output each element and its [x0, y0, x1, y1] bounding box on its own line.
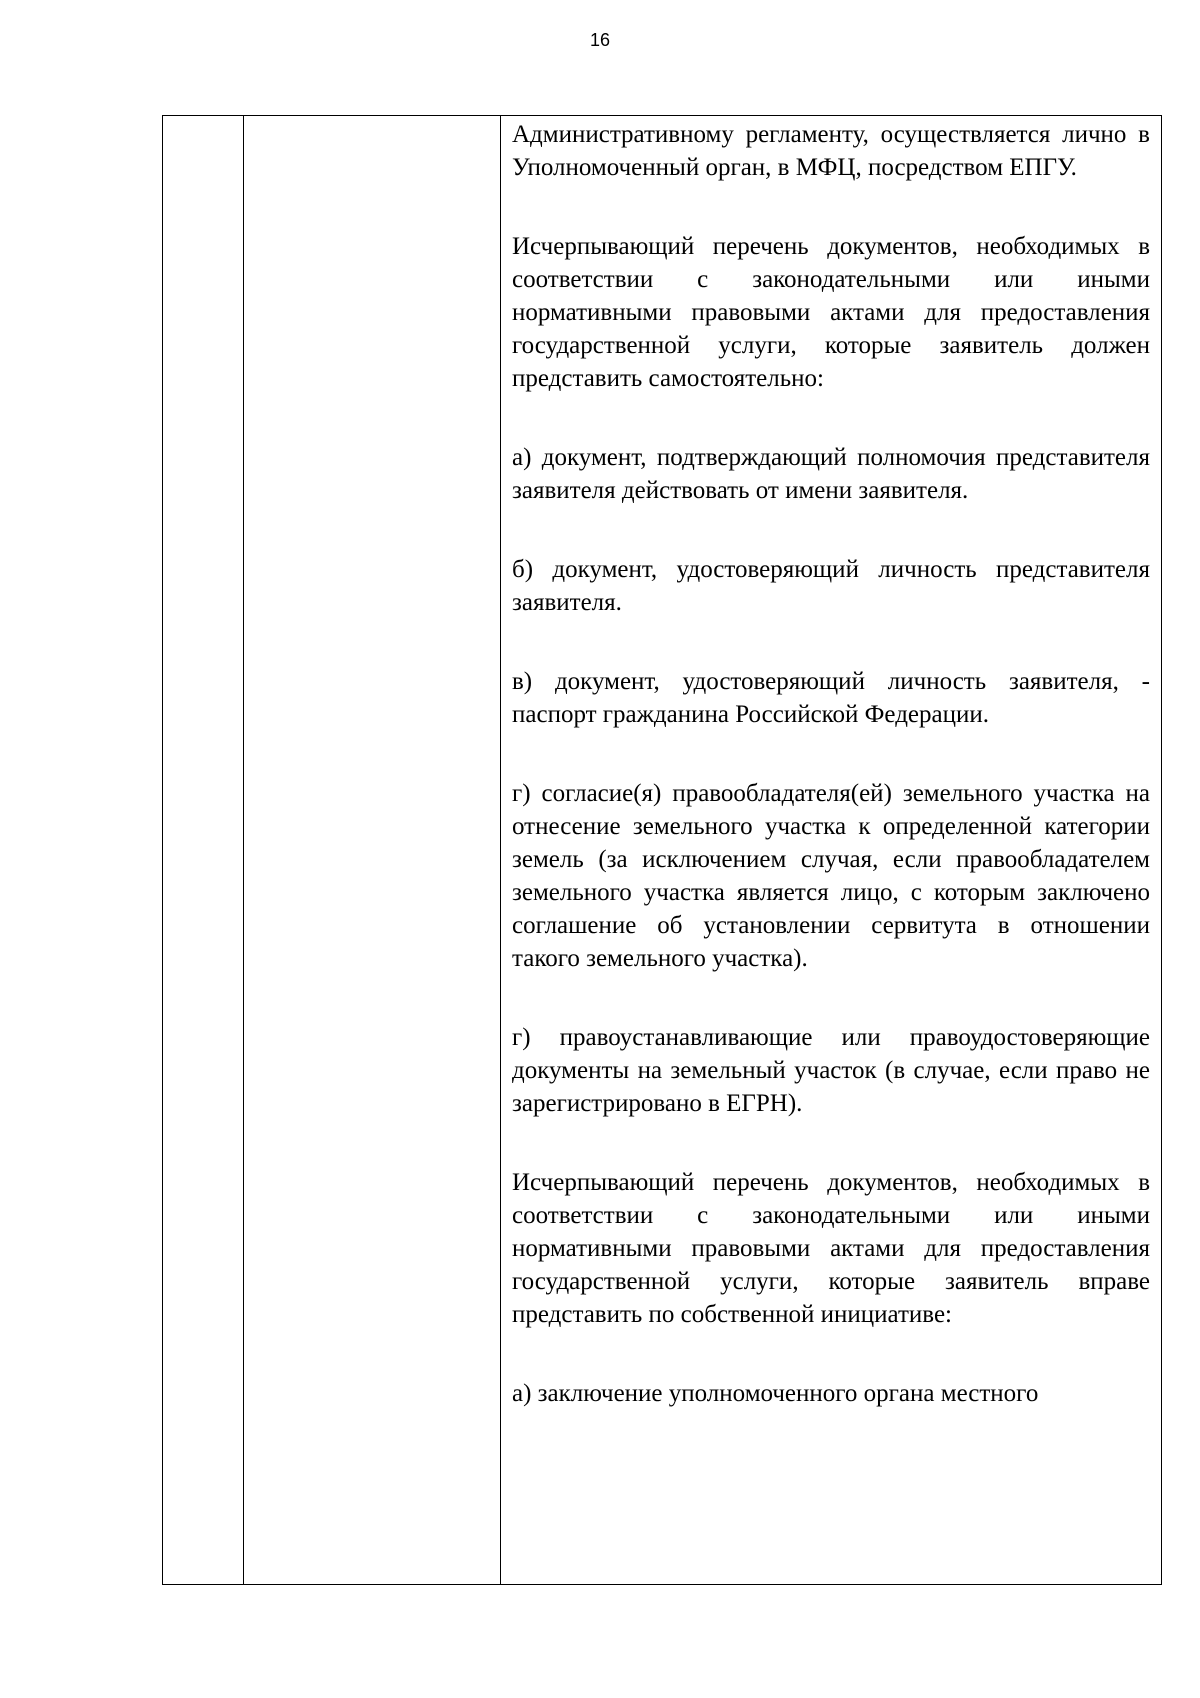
paragraph-required-documents-heading: Исчерпывающий перечень документов, необходимых в соответствии с законодательными или иными нормативными правовыми актами для предоставления государственной услуги, которые заявитель должен представить самостоятельно: — [512, 233, 1150, 392]
paragraph-optional-documents-heading: Исчерпывающий перечень документов, необходимых в соответствии с законодательными или иными нормативными правовыми актами для предоставления государственной услуги, которые заявитель вправе представить по собственной инициативе: — [512, 1169, 1150, 1328]
column-divider-1 — [243, 116, 244, 1584]
table-content-cell — [512, 118, 1150, 1584]
page-number: 16 — [589, 30, 611, 50]
document-table — [162, 115, 1162, 1585]
list-item-a-authority-document: а) документ, подтверждающий полномочия представителя заявителя действовать от имени заявителя. — [512, 444, 1150, 504]
list-item-g-title-documents: г) правоустанавливающие или правоудостоверяющие документы на земельный участок (в случае, если право не зарегистрировано в ЕГРН). — [512, 1024, 1150, 1117]
paragraph-submission-method: Административному регламенту, осуществляется лично в Уполномоченный орган, в МФЦ, посредством ЕПГУ. — [512, 121, 1150, 181]
list-item-g-owner-consent: г) согласие(я) правообладателя(ей) земельного участка на отнесение земельного участка к определенной категории земель (за исключением случая, если правообладателем земельного участка является лицо, с которым заключено соглашение об установлении сервитута в отношении такого земельного участка). — [512, 780, 1150, 972]
list-item-b-representative-id: б) документ, удостоверяющий личность представителя заявителя. — [512, 556, 1150, 616]
list-item-a-conclusion: а) заключение уполномоченного органа местного — [512, 1380, 1039, 1407]
column-divider-2 — [500, 116, 501, 1584]
list-item-v-applicant-passport: в) документ, удостоверяющий личность заявителя, - паспорт гражданина Российской Федерации. — [512, 668, 1150, 728]
